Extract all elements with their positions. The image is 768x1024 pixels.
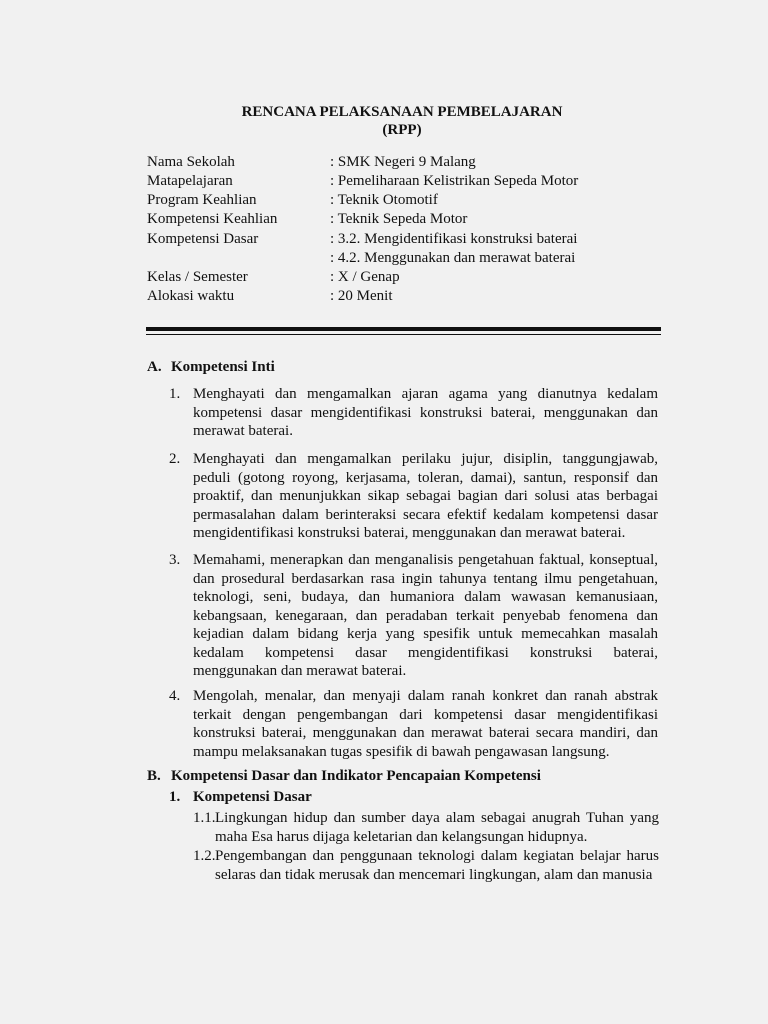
list-text: Menghayati dan mengamalkan perilaku jujur, disiplin, tanggungjawab, peduli (gotong royong, kerjasama, toleran, damai), santun, responsif dan proaktif, dan menunjukkan sikap sebagai bagian dari solusi atas berbagai permasalahan dalam berinteraksi secara efektif kedalam kompetensi dasar mengidentifikasi konstruksi baterai, menggunakan dan merawat baterai. <box>193 451 658 541</box>
identity-label: Kompetensi Dasar <box>147 231 259 247</box>
list-number: 1.1. <box>193 810 216 826</box>
identity-value: : Pemeliharaan Kelistrikan Sepeda Motor <box>330 173 579 189</box>
document-subtitle: (RPP) <box>382 122 422 138</box>
identity-label: Kompetensi Keahlian <box>147 211 278 227</box>
identity-label: Nama Sekolah <box>147 154 235 170</box>
list-number: 2. <box>169 451 181 467</box>
identity-label: Kelas / Semester <box>147 269 248 285</box>
list-item <box>169 551 658 681</box>
subsection-number: 1. <box>169 789 181 805</box>
identity-value: : Teknik Otomotif <box>330 192 438 208</box>
identity-label: Matapelajaran <box>147 173 233 189</box>
subsection-heading <box>169 789 312 806</box>
identity-value: : 3.2. Mengidentifikasi konstruksi baterai <box>330 231 578 247</box>
section-letter: A. <box>147 359 162 375</box>
subsection-title: Kompetensi Dasar <box>193 789 312 805</box>
document-title: RENCANA PELAKSANAAN PEMBELAJARAN <box>241 104 563 120</box>
list-text: Pengembangan dan penggunaan teknologi dalam kegiatan belajar harus selaras dan tidak merusak dan mencemari lingkungan, alam dan manusia <box>215 848 659 883</box>
identity-label: Alokasi waktu <box>147 288 235 304</box>
list-text: Memahami, menerapkan dan menganalisis pengetahuan faktual, konseptual, dan prosedural berdasarkan rasa ingin tahunya tentang ilmu pengetahuan, teknologi, seni, budaya, dan humaniora dalam wawasan kemanusiaan, kebangsaan, kenegaraan, dan peradaban terkait penyebab fenomena dan kejadian dalam bidang kerja yang spesifik untuk memecahkan masalah kedalam kompetensi dasar mengidentifikasi konstruksi baterai, menggunakan dan merawat baterai. <box>193 552 658 679</box>
identity-label: Program Keahlian <box>147 192 257 208</box>
identity-value: : Teknik Sepeda Motor <box>330 211 468 227</box>
identity-value: : 4.2. Menggunakan dan merawat baterai <box>330 250 576 266</box>
list-number: 3. <box>169 552 181 568</box>
section-letter: B. <box>147 768 161 784</box>
list-text: Lingkungan hidup dan sumber daya alam sebagai anugrah Tuhan yang maha Esa harus dijaga keletarian dan kelangsungan hidupnya. <box>215 810 659 845</box>
identity-value: : 20 Menit <box>330 288 393 304</box>
section-title: Kompetensi Dasar dan Indikator Pencapaian Kompetensi <box>171 768 541 784</box>
section-title: Kompetensi Inti <box>171 359 275 375</box>
list-item <box>193 809 659 847</box>
list-item <box>169 385 658 441</box>
divider-thick <box>146 327 661 331</box>
list-number: 1. <box>169 386 181 402</box>
list-text: Menghayati dan mengamalkan ajaran agama yang dianutnya kedalam kompetensi dasar mengidentifikasi konstruksi baterai, menggunakan dan merawat baterai. <box>193 386 658 439</box>
list-number: 1.2. <box>193 848 216 864</box>
list-number: 4. <box>169 688 181 704</box>
divider-thin <box>146 334 661 335</box>
list-text: Mengolah, menalar, dan menyaji dalam ranah konkret dan ranah abstrak terkait dengan pengembangan dari kompetensi dasar mengidentifikasi konstruksi baterai, menggunakan dan merawat baterai secara mandiri, dan mampu melaksanakan tugas spesifik di bawah pengawasan langsung. <box>193 688 658 760</box>
section-b-heading <box>147 768 541 785</box>
identity-value: : X / Genap <box>330 269 400 285</box>
identity-value: : SMK Negeri 9 Malang <box>330 154 476 170</box>
list-item <box>169 450 658 543</box>
list-item <box>169 687 658 761</box>
section-a-heading <box>147 359 275 376</box>
list-item <box>193 847 659 885</box>
